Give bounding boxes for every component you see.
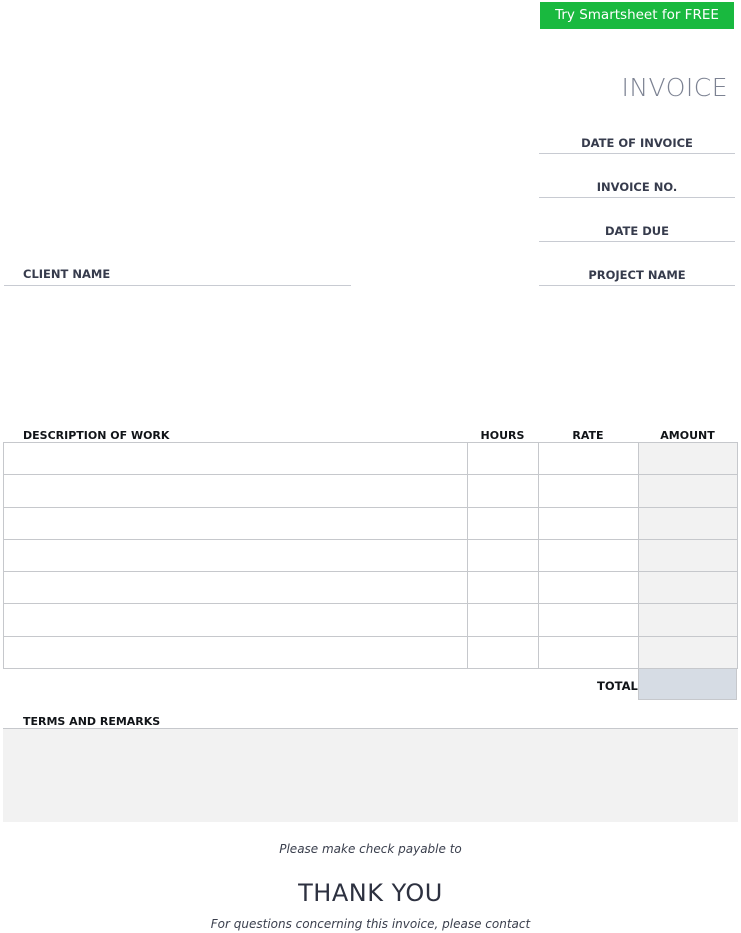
- client-name-field[interactable]: [4, 285, 351, 286]
- description-cell[interactable]: [4, 572, 468, 604]
- hours-cell[interactable]: [468, 636, 539, 668]
- project-name-label: PROJECT NAME: [588, 268, 686, 282]
- rate-cell[interactable]: [539, 443, 639, 475]
- rate-cell[interactable]: [539, 636, 639, 668]
- description-cell[interactable]: [4, 443, 468, 475]
- try-smartsheet-button[interactable]: Try Smartsheet for FREE: [540, 2, 734, 29]
- rate-cell[interactable]: [539, 507, 639, 539]
- rate-cell[interactable]: [539, 539, 639, 571]
- header-description: DESCRIPTION OF WORK: [23, 429, 170, 442]
- payable-note: Please make check payable to: [279, 842, 462, 856]
- table-row: [4, 539, 738, 571]
- date-due-field[interactable]: [539, 241, 735, 242]
- hours-cell[interactable]: [468, 475, 539, 507]
- table-row: [4, 604, 738, 636]
- table-row: [4, 475, 738, 507]
- amount-cell[interactable]: [639, 539, 738, 571]
- amount-cell[interactable]: [639, 604, 738, 636]
- table-row: [4, 636, 738, 668]
- rate-cell[interactable]: [539, 604, 639, 636]
- client-name-label: CLIENT NAME: [23, 267, 111, 281]
- header-amount: AMOUNT: [660, 429, 715, 442]
- total-value-cell[interactable]: [638, 668, 737, 700]
- date-of-invoice-field[interactable]: [539, 153, 735, 154]
- terms-label: TERMS AND REMARKS: [23, 715, 161, 728]
- header-hours: HOURS: [480, 429, 525, 442]
- invoice-no-field[interactable]: [539, 197, 735, 198]
- invoice-title: INVOICE: [621, 73, 728, 102]
- table-row: [4, 572, 738, 604]
- total-label: TOTAL: [597, 679, 638, 693]
- table-row: [4, 507, 738, 539]
- hours-cell[interactable]: [468, 443, 539, 475]
- amount-cell[interactable]: [639, 507, 738, 539]
- amount-cell[interactable]: [639, 475, 738, 507]
- invoice-no-label: INVOICE NO.: [596, 180, 678, 194]
- amount-cell[interactable]: [639, 572, 738, 604]
- date-due-label: DATE DUE: [605, 224, 669, 238]
- table-row: [4, 443, 738, 475]
- hours-cell[interactable]: [468, 507, 539, 539]
- header-rate: RATE: [572, 429, 604, 442]
- hours-cell[interactable]: [468, 539, 539, 571]
- description-cell[interactable]: [4, 539, 468, 571]
- thank-you-heading: THANK YOU: [298, 879, 443, 907]
- line-items-table: [3, 442, 738, 669]
- description-cell[interactable]: [4, 507, 468, 539]
- amount-cell[interactable]: [639, 636, 738, 668]
- date-of-invoice-label: DATE OF INVOICE: [581, 136, 693, 150]
- project-name-field[interactable]: [539, 285, 735, 286]
- contact-note: For questions concerning this invoice, please contact: [210, 917, 531, 931]
- amount-cell[interactable]: [639, 443, 738, 475]
- terms-field[interactable]: [3, 728, 738, 822]
- rate-cell[interactable]: [539, 475, 639, 507]
- rate-cell[interactable]: [539, 572, 639, 604]
- description-cell[interactable]: [4, 604, 468, 636]
- hours-cell[interactable]: [468, 572, 539, 604]
- description-cell[interactable]: [4, 636, 468, 668]
- description-cell[interactable]: [4, 475, 468, 507]
- hours-cell[interactable]: [468, 604, 539, 636]
